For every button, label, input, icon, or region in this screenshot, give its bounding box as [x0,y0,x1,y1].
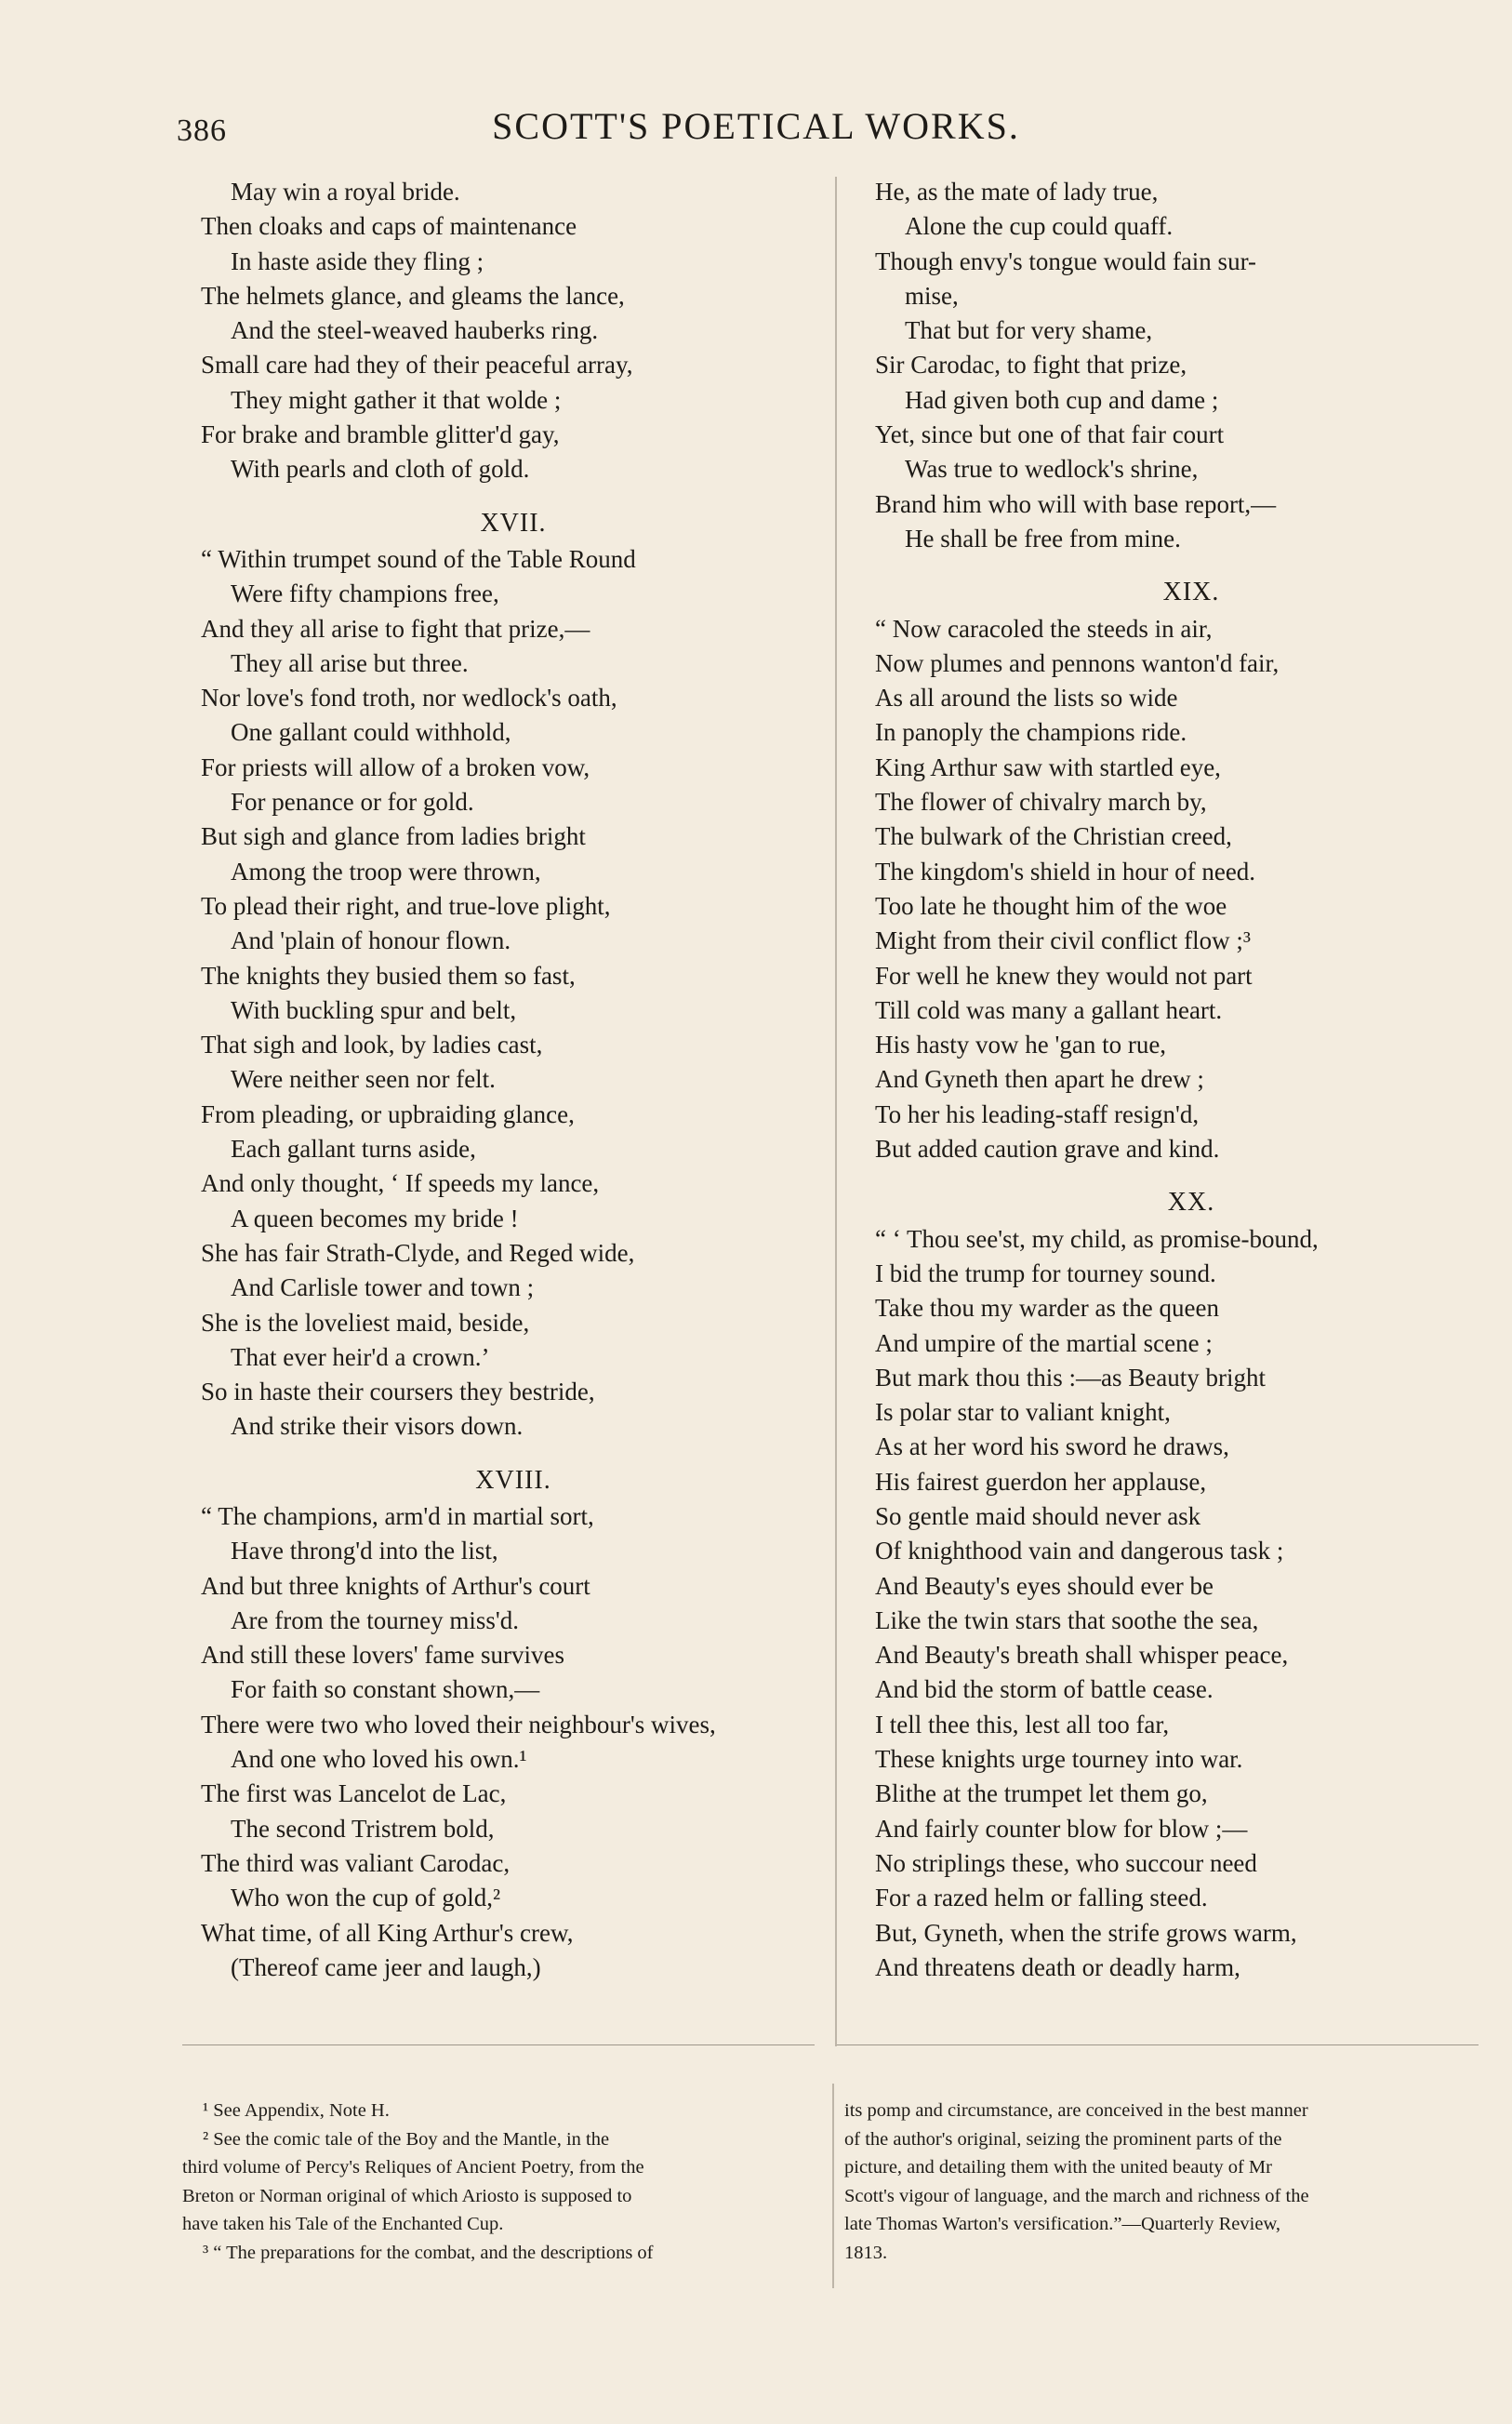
verse-line: Blithe at the trumpet let them go, [875,1779,1208,1808]
verse-line: To plead their right, and true-love plight, [201,891,611,920]
verse-line: For well he knew they would not part [875,961,1253,990]
footnote-line: late Thomas Warton's versification.”—Quarterly Review, [844,2214,1281,2235]
verse-line: King Arthur saw with startled eye, [875,753,1221,781]
verse-line: But sigh and glance from ladies bright [201,822,586,851]
footnote-rule-left [182,2044,815,2045]
verse-line: Alone the cup could quaff. [905,212,1174,241]
verse-line: And strike their visors down. [231,1412,524,1441]
footnote-line: have taken his Tale of the Enchanted Cup. [182,2214,504,2235]
verse-line: But mark thou this :—as Beauty bright [875,1363,1266,1392]
verse-line: Now plumes and pennons wanton'd fair, [875,648,1280,677]
footnote-line: ³ “ The preparations for the combat, and the descriptions of [203,2242,654,2263]
verse-line: Take thou my warder as the queen [875,1294,1219,1323]
verse-line: Among the troop were thrown, [231,857,541,886]
verse-line: She has fair Strath-Clyde, and Reged wide, [201,1238,635,1267]
verse-line: “ Now caracoled the steeds in air, [875,614,1213,643]
verse-line: And they all arise to fight that prize,— [201,614,590,643]
verse-line: “ ‘ Thou see'st, my child, as promise-bound, [875,1224,1319,1253]
verse-line: The knights they busied them so fast, [201,961,576,990]
verse-line: mise, [905,281,959,310]
footnote-line: ¹ See Appendix, Note H. [203,2100,390,2121]
verse-line: For priests will allow of a broken vow, [201,753,590,781]
page-number: 386 [177,113,227,148]
verse-line: The bulwark of the Christian creed, [875,822,1232,851]
verse-line: For penance or for gold. [231,788,474,817]
verse-line: And only thought, ‘ If speeds my lance, [201,1169,600,1198]
verse-line: There were two who loved their neighbour's wives, [201,1710,716,1738]
verse-line: That but for very shame, [905,316,1153,345]
verse-line: These knights urge tourney into war. [875,1745,1243,1774]
verse-line: And one who loved his own.¹ [231,1745,527,1774]
verse-line: With buckling spur and belt, [231,995,517,1024]
verse-line: And Gyneth then apart he drew ; [875,1065,1204,1094]
verse-line: And Beauty's breath shall whisper peace, [875,1641,1289,1670]
verse-line: But, Gyneth, when the strife grows warm, [875,1918,1297,1947]
verse-line: “ Within trumpet sound of the Table Round [201,544,636,573]
verse-line: His fairest guerdon her applause, [875,1467,1207,1496]
verse-line: Though envy's tongue would fain sur- [875,246,1257,275]
footnote-line: picture, and detailing them with the united beauty of Mr [844,2157,1272,2178]
verse-line: I bid the trump for tourney sound. [875,1259,1216,1287]
verse-line: I tell thee this, lest all too far, [875,1710,1170,1738]
verse-line: For faith so constant shown,— [231,1675,540,1704]
verse-line: Have throng'd into the list, [231,1537,498,1565]
verse-line: The third was valiant Carodac, [201,1848,511,1877]
footnotes-left [182,2097,819,2268]
running-head: SCOTT'S POETICAL WORKS. [492,105,1020,147]
verse-line: Is polar star to valiant knight, [875,1398,1171,1427]
verse-line: Were fifty champions free, [231,579,499,608]
verse-line: And 'plain of honour flown. [231,926,511,955]
verse-line: “ The champions, arm'd in martial sort, [201,1501,594,1530]
verse-line: In panoply the champions ride. [875,718,1187,747]
verse-line: What time, of all King Arthur's crew, [201,1918,574,1947]
verse-line: For brake and bramble glitter'd gay, [201,420,560,449]
left-column [201,175,826,1985]
footnote-line: 1813. [844,2242,888,2263]
verse-line: That sigh and look, by ladies cast, [201,1031,543,1059]
verse-line: Too late he thought him of the woe [875,891,1227,920]
verse-line: And Beauty's eyes should ever be [875,1571,1214,1600]
verse-line: And the steel-weaved hauberks ring. [231,316,599,345]
verse-line: May win a royal bride. [231,178,460,206]
verse-line: The helmets glance, and gleams the lance, [201,281,625,310]
verse-line: One gallant could withhold, [231,718,511,747]
verse-line: The kingdom's shield in hour of need. [875,857,1256,886]
verse-line: The first was Lancelot de Lac, [201,1779,507,1808]
verse-line: Sir Carodac, to fight that prize, [875,351,1187,380]
verse-line: From pleading, or upbraiding glance, [201,1099,575,1128]
verse-line: She is the loveliest maid, beside, [201,1308,530,1337]
verse-line: Small care had they of their peaceful array, [201,351,633,380]
verse-line: For a razed helm or falling steed. [875,1884,1208,1912]
right-column [875,175,1507,1985]
verse-line: Of knighthood vain and dangerous task ; [875,1537,1284,1565]
verse-line: No striplings these, who succour need [875,1848,1257,1877]
verse-line: Then cloaks and caps of maintenance [201,212,577,241]
verse-line: And but three knights of Arthur's court [201,1571,590,1600]
verse-line: And still these lovers' fame survives [201,1641,565,1670]
stanza-number: XIX. [1162,578,1220,607]
footnote-column-divider [832,2084,834,2288]
verse-line: But added caution grave and kind. [875,1135,1220,1164]
verse-line: Like the twin stars that soothe the sea, [875,1605,1259,1634]
verse-line: So gentle maid should never ask [875,1501,1201,1530]
stanza-number: XVII. [480,508,547,538]
verse-line: They might gather it that wolde ; [231,385,562,414]
verse-line: In haste aside they fling ; [231,246,484,275]
verse-line: Yet, since but one of that fair court [875,420,1225,449]
verse-line: A queen becomes my bride ! [231,1204,519,1232]
stanza-number: XX. [1167,1188,1215,1218]
verse-line: And threatens death or deadly harm, [875,1952,1240,1981]
verse-line: Brand him who will with base report,— [875,489,1277,518]
verse-line: Are from the tourney miss'd. [231,1605,520,1634]
verse-line: Might from their civil conflict flow ;³ [875,926,1252,955]
verse-line: And umpire of the martial scene ; [875,1328,1213,1357]
verse-line: Each gallant turns aside, [231,1135,476,1164]
footnote-line: third volume of Percy's Reliques of Ancient Poetry, from the [182,2157,644,2178]
verse-line: He, as the mate of lady true, [875,178,1159,206]
footnote-line: ² See the comic tale of the Boy and the Mantle, in the [203,2128,610,2150]
verse-line: They all arise but three. [231,648,469,677]
stanza-number: XVIII. [475,1465,551,1495]
verse-line: Nor love's fond troth, nor wedlock's oath, [201,684,617,713]
verse-line: With pearls and cloth of gold. [231,455,530,484]
verse-line: And bid the storm of battle cease. [875,1675,1214,1704]
column-divider [835,177,837,2046]
verse-line: His hasty vow he 'gan to rue, [875,1031,1167,1059]
footnote-line: Scott's vigour of language, and the march and richness of the [844,2185,1309,2206]
footnotes-right [844,2097,1481,2268]
footnote-line: of the author's original, seizing the prominent parts of the [844,2128,1282,2150]
verse-line: As all around the lists so wide [875,684,1178,713]
verse-line: Who won the cup of gold,² [231,1884,501,1912]
verse-line: He shall be free from mine. [905,524,1181,553]
footnote-line: its pomp and circumstance, are conceived in the best manner [844,2100,1308,2121]
verse-line: (Thereof came jeer and laugh,) [231,1952,541,1981]
verse-line: As at her word his sword he draws, [875,1432,1229,1461]
verse-line: Were neither seen nor felt. [231,1065,496,1094]
footnote-line: Breton or Norman original of which Ariosto is supposed to [182,2185,632,2206]
footnote-rule-right [837,2044,1479,2045]
verse-line: The second Tristrem bold, [231,1814,495,1843]
verse-line: And fairly counter blow for blow ;— [875,1814,1248,1843]
verse-line: To her his leading-staff resign'd, [875,1099,1200,1128]
verse-line: Was true to wedlock's shrine, [905,455,1199,484]
verse-line: Had given both cup and dame ; [905,385,1219,414]
verse-line: Till cold was many a gallant heart. [875,995,1223,1024]
verse-line: That ever heir'd a crown.’ [231,1342,490,1371]
verse-line: And Carlisle tower and town ; [231,1273,535,1302]
verse-line: So in haste their coursers they bestride, [201,1378,595,1406]
verse-line: The flower of chivalry march by, [875,788,1207,817]
